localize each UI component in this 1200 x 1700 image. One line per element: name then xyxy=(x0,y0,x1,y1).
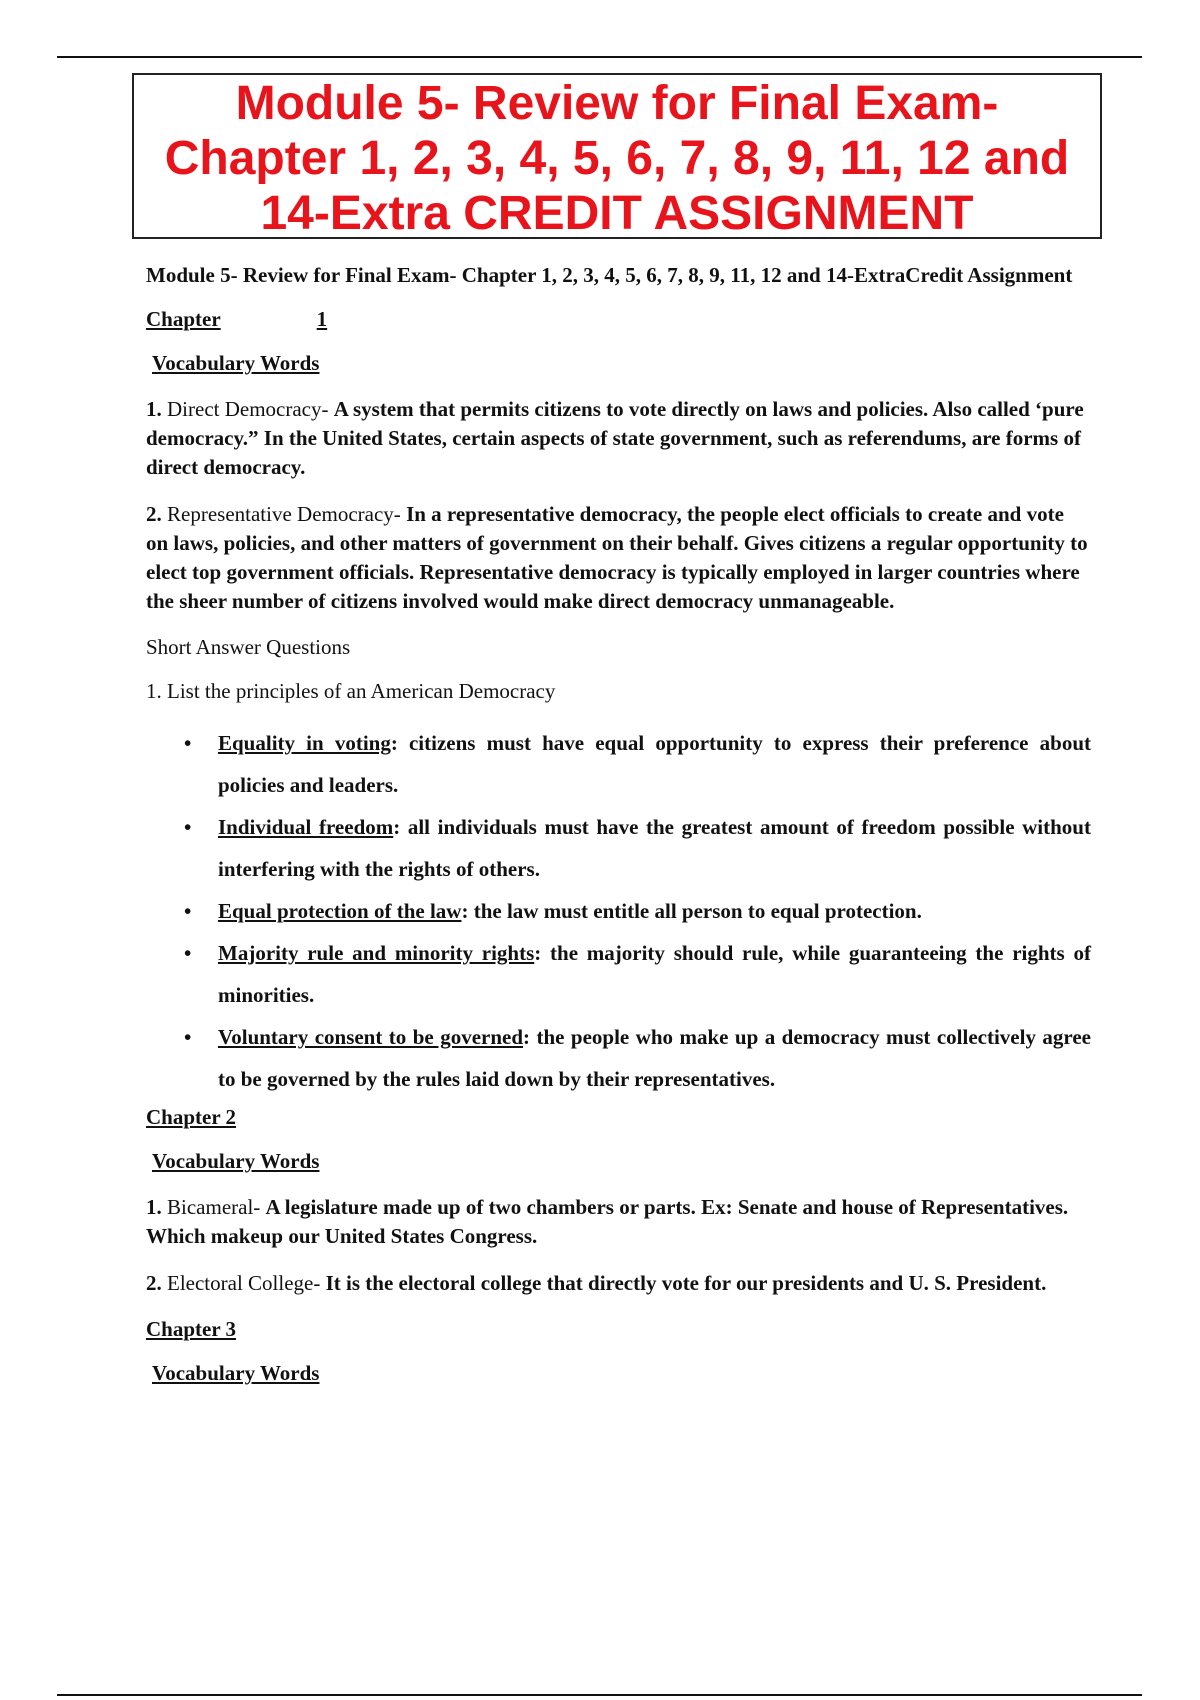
vocab-number: 1. xyxy=(146,1195,162,1219)
principle-text: : all individuals must have the greatest amount of freedom possible without interfering with the rights of others. xyxy=(218,815,1091,881)
vocab-number: 2. xyxy=(146,1271,162,1295)
chapter-3-heading: Chapter 3 xyxy=(146,1317,237,1341)
chapter-2-heading: Chapter 2 xyxy=(146,1105,237,1129)
document-body xyxy=(146,262,1091,1405)
principle-text: : citizens must have equal opportunity to express their preference about policies and leaders. xyxy=(218,731,1091,797)
principle-item xyxy=(146,890,1091,932)
chapter-1-heading-num: 1 xyxy=(316,307,328,331)
vocab-term: Bicameral- xyxy=(167,1195,266,1219)
vocab-definition: A legislature made up of two chambers or parts. Ex: Senate and house of Representatives. Which makeup our United States Congress. xyxy=(146,1195,1069,1248)
principle-text: : the law must entitle all person to equal protection. xyxy=(461,899,922,923)
vocab-definition: In a representative democracy, the people elect officials to create and vote on laws, policies, and other matters of government on their behalf. Gives citizens a regular opportunity to elect top government officials. Representative democracy is typically employed in larger countries where the sheer number of citizens involved would make direct democracy unmanageable. xyxy=(146,502,1088,613)
chapter-1-vocab-heading: Vocabulary Words xyxy=(152,351,320,375)
vocab-item-direct-democracy xyxy=(146,395,1091,482)
title-box xyxy=(132,73,1102,239)
chapter-2-vocab-heading: Vocabulary Words xyxy=(152,1149,320,1173)
bottom-rule xyxy=(57,1694,1142,1696)
principle-label: Individual freedom xyxy=(218,815,394,839)
vocab-number: 1. xyxy=(146,397,162,421)
vocab-term: Direct Democracy- xyxy=(167,397,334,421)
vocab-term: Representative Democracy- xyxy=(167,502,407,526)
top-rule xyxy=(57,56,1142,58)
chapter-1-heading xyxy=(146,306,1091,332)
principle-label: Majority rule and minority rights xyxy=(218,941,535,965)
principle-label: Equality in voting xyxy=(218,731,391,755)
principle-label: Equal protection of the law xyxy=(218,899,462,923)
title-line-1: Module 5- Review for Final Exam- xyxy=(235,77,999,130)
short-answer-heading: Short Answer Questions xyxy=(146,635,351,659)
title-line-2: Chapter 1, 2, 3, 4, 5, 6, 7, 8, 9, 11, 12 and xyxy=(164,132,1070,185)
principle-item xyxy=(146,932,1091,1016)
principle-text: : the majority should rule, while guaranteeing the rights of minorities. xyxy=(218,941,1091,1007)
vocab-item-electoral-college xyxy=(146,1269,1091,1298)
principle-label: Voluntary consent to be governed xyxy=(218,1025,524,1049)
chapter-3-vocab-heading: Vocabulary Words xyxy=(152,1361,320,1385)
bullet-icon: • xyxy=(184,941,192,965)
bullet-icon: • xyxy=(184,899,192,923)
chapter-1-heading-word: Chapter xyxy=(146,307,221,331)
principle-item xyxy=(146,722,1091,806)
principle-item xyxy=(146,1016,1091,1100)
vocab-term: Electoral College- xyxy=(167,1271,326,1295)
title-line-3: 14-Extra CREDIT ASSIGNMENT xyxy=(260,187,974,240)
vocab-number: 2. xyxy=(146,502,162,526)
bullet-icon: • xyxy=(184,731,192,755)
principle-text: : the people who make up a democracy must collectively agree to be governed by the rules laid down by their representatives. xyxy=(218,1025,1091,1091)
principles-list xyxy=(146,722,1091,1100)
vocab-definition: It is the electoral college that directly vote for our presidents and U. S. President. xyxy=(325,1271,1047,1295)
vocab-item-bicameral xyxy=(146,1193,1091,1251)
vocab-item-representative-democracy xyxy=(146,500,1091,616)
vocab-definition: A system that permits citizens to vote directly on laws and policies. Also called ‘pure democracy.” In the United States, certain aspects of state government, such as referendums, are forms of direct democracy. xyxy=(146,397,1084,479)
principle-item xyxy=(146,806,1091,890)
document-heading: Module 5- Review for Final Exam- Chapter 1, 2, 3, 4, 5, 6, 7, 8, 9, 11, 12 and 14-ExtraCredit Assignment xyxy=(146,263,1073,287)
bullet-icon: • xyxy=(184,1025,192,1049)
bullet-icon: • xyxy=(184,815,192,839)
question-1: 1. List the principles of an American Democracy xyxy=(146,679,556,703)
